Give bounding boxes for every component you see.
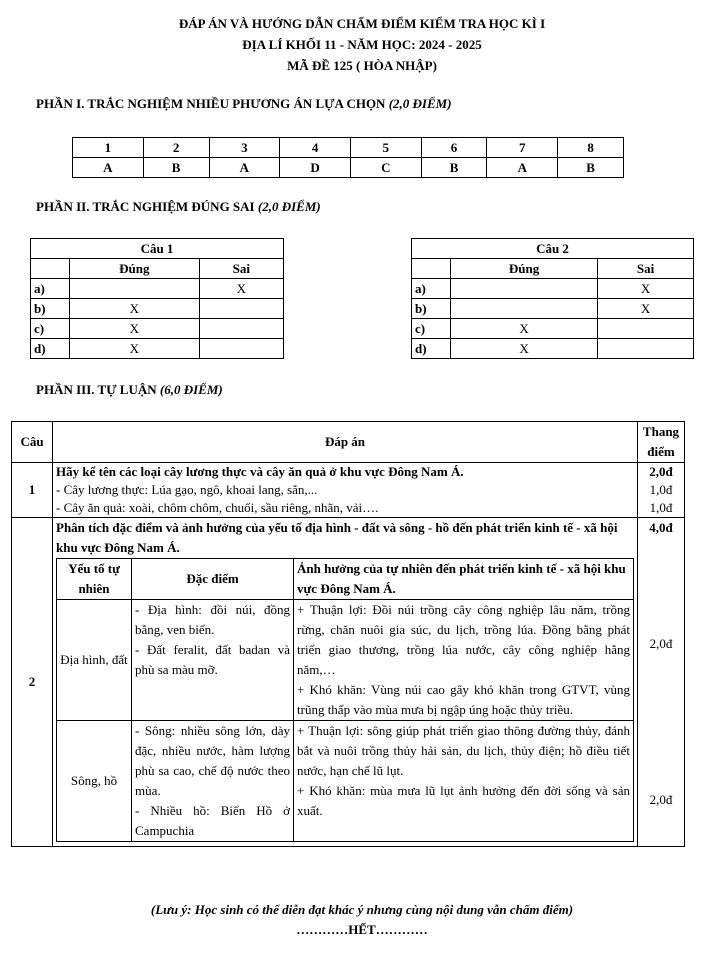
part1-answer: C bbox=[350, 158, 421, 178]
part1-points: (2,0 ĐIỂM) bbox=[388, 96, 452, 111]
feature-item: - Sông: nhiều sông lớn, dày đặc, nhiều nước, hàm lượng phù sa cao, chế độ nước theo mùa. bbox=[135, 723, 290, 798]
impact-item: + Thuận lợi: Đồi núi trồng cây công nghiệp lâu năm, trồng rừng, chăn nuôi gia súc, du lịch, trồng lúa. Đồng bằng phát triển giao thương, trồng lúa nước, cây công nghiệp hằng năm,… bbox=[297, 602, 630, 677]
grading-note: (Lưu ý: Học sinh có thể diễn đạt khác ý nhưng cùng nội dung vẫn chấm điểm) bbox=[150, 902, 574, 917]
part3-title: PHẦN III. TỰ LUẬN bbox=[36, 382, 157, 397]
question-2-inner-table bbox=[56, 558, 634, 842]
features-cell bbox=[132, 721, 294, 842]
features-cell bbox=[132, 600, 294, 721]
part2-title: PHẦN II. TRẮC NGHIỆM ĐÚNG SAI bbox=[36, 199, 255, 214]
part1-number: 8 bbox=[558, 138, 624, 158]
part3-heading bbox=[36, 382, 223, 398]
impact-cell bbox=[294, 721, 634, 842]
part1-title: PHẦN I. TRẮC NGHIỆM NHIỀU PHƯƠNG ÁN LỰA CHỌN bbox=[36, 96, 386, 111]
blank-cell bbox=[412, 259, 451, 279]
essay-question-1-row bbox=[12, 463, 685, 518]
false-mark: X bbox=[598, 299, 694, 319]
question-number: 2 bbox=[12, 518, 53, 847]
row-label: b) bbox=[412, 299, 451, 319]
part3-points: (6,0 ĐIỂM) bbox=[159, 382, 223, 397]
part2-question-2-table bbox=[411, 238, 694, 359]
true-mark: X bbox=[70, 299, 200, 319]
question-1-line-2: - Cây ăn quả: xoài, chôm chôm, chuối, sầu riêng, nhãn, vải…. bbox=[56, 500, 379, 515]
inner-header-row bbox=[57, 559, 634, 600]
features-header: Đặc điểm bbox=[132, 559, 294, 600]
doc-title-line-3: MÃ ĐỀ 125 ( HÒA NHẬP) bbox=[287, 58, 437, 73]
question-2-total-points: 4,0đ bbox=[649, 520, 673, 535]
row-label: d) bbox=[31, 339, 70, 359]
false-header: Sai bbox=[199, 259, 283, 279]
feature-item: - Địa hình: đồi núi, đồng bằng, ven biển. bbox=[135, 602, 290, 637]
col-answer-header: Đáp án bbox=[53, 422, 638, 463]
question-1-prompt: Hãy kể tên các loại cây lương thực và cây ăn quả ở khu vực Đông Nam Á. bbox=[56, 464, 464, 479]
doc-title-line-1: ĐÁP ÁN VÀ HƯỚNG DẪN CHẤM ĐIỂM KIỂM TRA HỌC KÌ I bbox=[178, 16, 546, 31]
question-title: Câu 1 bbox=[31, 239, 284, 259]
part1-answer-table bbox=[72, 137, 624, 178]
part2-question-1-table bbox=[30, 238, 284, 359]
row-label: d) bbox=[412, 339, 451, 359]
question-title: Câu 2 bbox=[412, 239, 694, 259]
col-question-header: Câu bbox=[12, 422, 53, 463]
question-2-answer bbox=[53, 518, 638, 847]
question-2-points bbox=[638, 518, 685, 847]
question-1-line-2-points: 1,0đ bbox=[649, 500, 673, 515]
true-mark: X bbox=[70, 339, 200, 359]
row-label: b) bbox=[31, 299, 70, 319]
feature-item: - Nhiều hồ: Biển Hồ ở Campuchia bbox=[135, 803, 290, 838]
spacer bbox=[638, 538, 684, 636]
essay-question-2-row bbox=[12, 518, 685, 847]
part1-heading bbox=[36, 96, 452, 112]
question-number: 1 bbox=[12, 463, 53, 518]
question-2-row-2-points: 2,0đ bbox=[649, 792, 673, 807]
impact-cell bbox=[294, 600, 634, 721]
essay-header-row bbox=[12, 422, 685, 463]
true-mark bbox=[451, 279, 598, 299]
factor-name: Sông, hồ bbox=[57, 721, 132, 842]
true-header: Đúng bbox=[451, 259, 598, 279]
factor-name: Địa hình, đất bbox=[57, 600, 132, 721]
doc-title-line-2: ĐỊA LÍ KHỐI 11 - NĂM HỌC: 2024 - 2025 bbox=[242, 37, 482, 52]
inner-row-terrain bbox=[57, 600, 634, 721]
part1-number: 4 bbox=[280, 138, 351, 158]
part1-answer: B bbox=[421, 158, 487, 178]
part1-number: 7 bbox=[487, 138, 558, 158]
true-mark: X bbox=[451, 319, 598, 339]
impact-item: + Khó khăn: mùa mưa lũ lụt ảnh hưởng đến đời sống và sản xuất. bbox=[297, 783, 630, 818]
part1-number: 5 bbox=[350, 138, 421, 158]
question-2-row-1-points: 2,0đ bbox=[649, 636, 673, 651]
question-1-line-1: - Cây lương thực: Lúa gạo, ngô, khoai lang, sắn,... bbox=[56, 482, 318, 497]
false-mark: X bbox=[598, 279, 694, 299]
col-points-header-line2: điểm bbox=[647, 444, 675, 459]
true-mark: X bbox=[70, 319, 200, 339]
spacer bbox=[638, 652, 684, 792]
question-1-total-points: 2,0đ bbox=[649, 464, 673, 479]
impact-item: + Khó khăn: Vùng núi cao gây khó khăn trong GTVT, vùng trũng thấp vào mùa mưa bị ngập úng hoặc thủy triều. bbox=[297, 682, 630, 717]
question-1-points bbox=[638, 463, 685, 518]
col-points-header-line1: Thang bbox=[642, 424, 680, 439]
false-mark bbox=[199, 299, 283, 319]
question-1-line-1-points: 1,0đ bbox=[649, 482, 673, 497]
part2-points: (2,0 ĐIỂM) bbox=[257, 199, 321, 214]
false-mark: X bbox=[199, 279, 283, 299]
false-header: Sai bbox=[598, 259, 694, 279]
factor-header: Yếu tố tự nhiên bbox=[57, 559, 132, 600]
part1-answer: A bbox=[487, 158, 558, 178]
part2-heading bbox=[36, 199, 321, 215]
part3-essay-table bbox=[11, 421, 685, 847]
part1-answer: A bbox=[209, 158, 280, 178]
inner-row-rivers bbox=[57, 721, 634, 842]
false-mark bbox=[199, 319, 283, 339]
true-mark bbox=[70, 279, 200, 299]
row-label: c) bbox=[31, 319, 70, 339]
part1-answer: D bbox=[280, 158, 351, 178]
col-points-header bbox=[638, 422, 685, 463]
feature-item: - Đất feralit, đất badan và phù sa màu mỡ. bbox=[135, 642, 290, 677]
impact-header: Ảnh hưởng của tự nhiên đến phát triển kinh tế - xã hội khu vực Đông Nam Á. bbox=[294, 559, 634, 600]
end-marker: …………HẾT………… bbox=[296, 922, 428, 937]
true-mark: X bbox=[451, 339, 598, 359]
question-1-answer bbox=[53, 463, 638, 518]
row-label: c) bbox=[412, 319, 451, 339]
part1-answer: A bbox=[73, 158, 144, 178]
part1-number-row bbox=[73, 138, 624, 158]
row-label: a) bbox=[412, 279, 451, 299]
part1-answer: B bbox=[558, 158, 624, 178]
part1-number: 3 bbox=[209, 138, 280, 158]
question-2-prompt: Phân tích đặc điểm và ảnh hưởng của yếu tố địa hình - đất và sông - hồ đến phát triển kinh tế - xã hội khu vực Đông Nam Á. bbox=[56, 520, 618, 555]
part1-number: 1 bbox=[73, 138, 144, 158]
row-label: a) bbox=[31, 279, 70, 299]
false-mark bbox=[598, 339, 694, 359]
false-mark bbox=[199, 339, 283, 359]
false-mark bbox=[598, 319, 694, 339]
part1-answer: B bbox=[143, 158, 209, 178]
part1-number: 2 bbox=[143, 138, 209, 158]
blank-cell bbox=[31, 259, 70, 279]
part1-number: 6 bbox=[421, 138, 487, 158]
true-mark bbox=[451, 299, 598, 319]
true-header: Đúng bbox=[70, 259, 200, 279]
impact-item: + Thuận lợi: sông giúp phát triển giao thông đường thủy, đánh bắt và nuôi trồng thủy hải sản, du lịch, thủy điện; hồ điều tiết nước, hạn chế lũ lụt. bbox=[297, 723, 630, 778]
part1-answer-row bbox=[73, 158, 624, 178]
